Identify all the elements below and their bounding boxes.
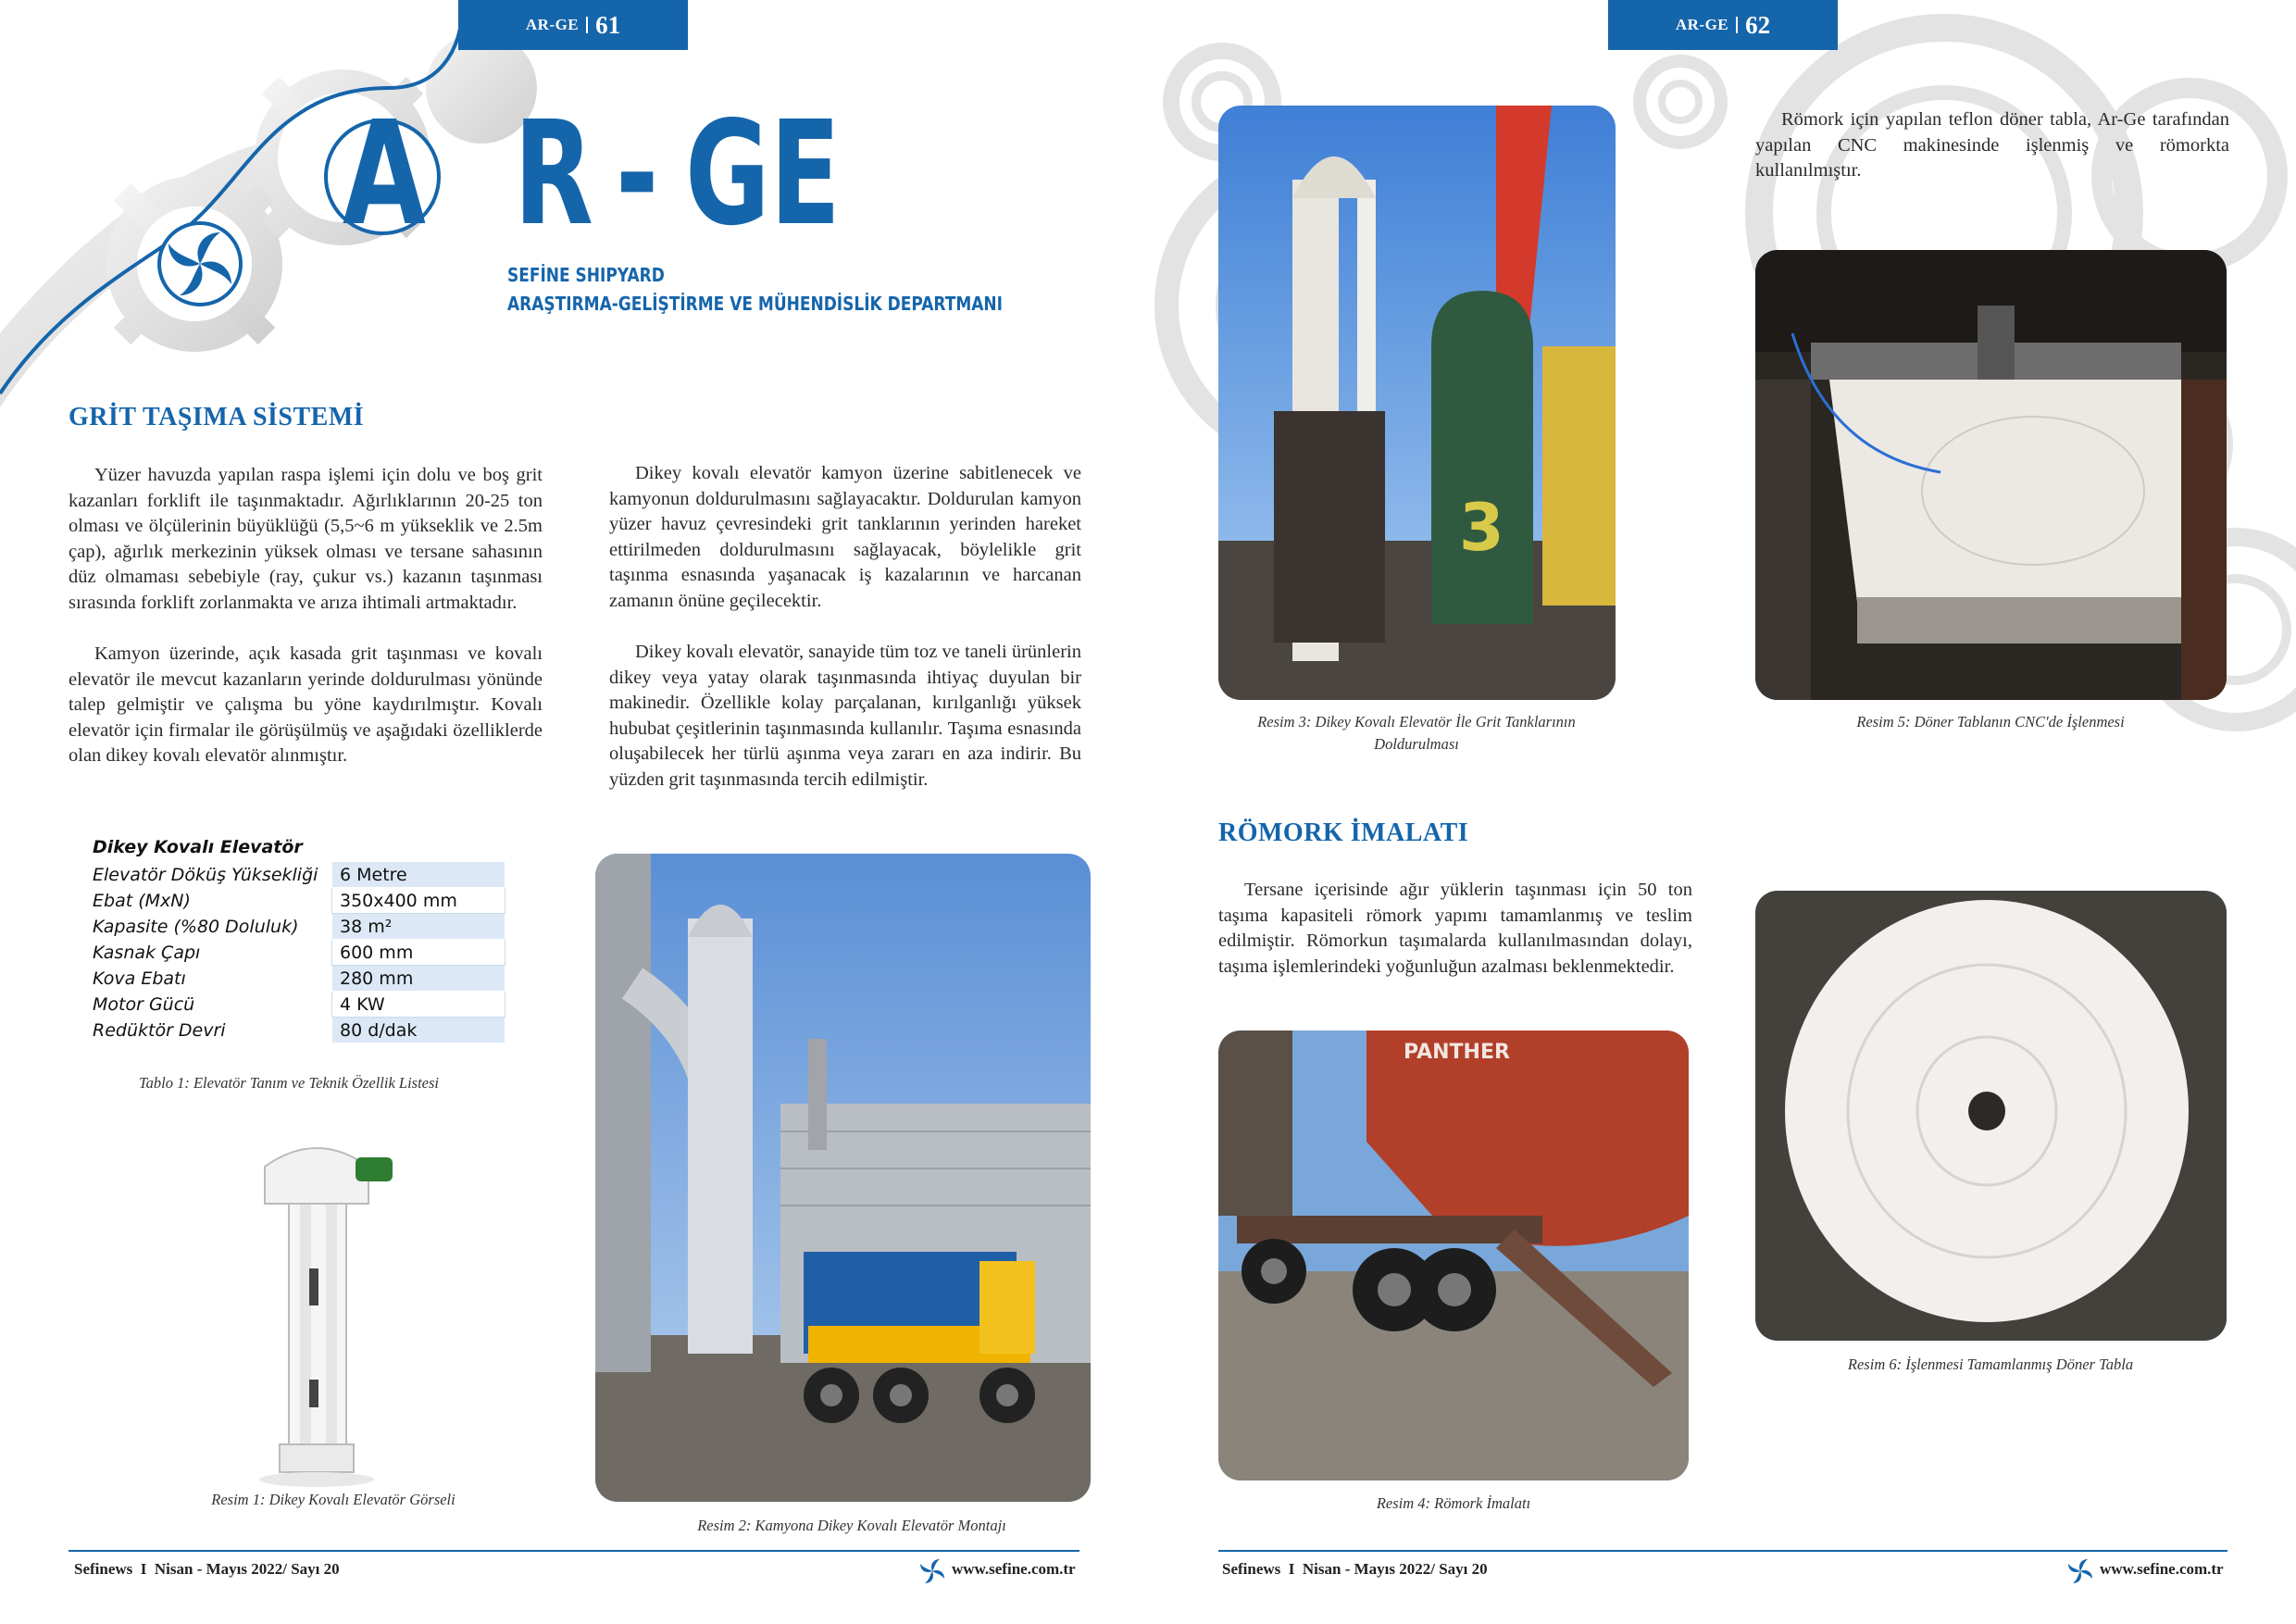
sefine-footer-icon: [2065, 1555, 2096, 1587]
spec-value: 6 Metre: [332, 862, 505, 888]
footer-rule: [69, 1550, 1079, 1552]
footer-issue: Sefinews I Nisan - Mayıs 2022/ Sayı 20: [1222, 1560, 1488, 1578]
masthead-sub2: ARAŞTIRMA-GELİŞTİRME VE MÜHENDİSLİK DEPARTMANI: [507, 293, 1003, 315]
table-row: [85, 1018, 505, 1043]
table-row: [85, 940, 505, 966]
image-caption: Resim 2: Kamyona Dikey Kovalı Elevatör Montajı: [697, 1517, 1006, 1534]
table-row: [85, 992, 505, 1018]
spec-value: 350x400 mm: [332, 888, 505, 914]
page-tab: [458, 0, 688, 50]
masthead-letter-a: A: [343, 90, 423, 257]
table-row: [85, 966, 505, 992]
spec-value: 600 mm: [332, 940, 505, 966]
column-1: [69, 463, 543, 795]
paragraph: Römork için yapılan teflon döner tabla, Ar-Ge tarafından yapılan CNC makinesinde işlenmiş ve römorkta kullanılmıştır.: [1755, 109, 2229, 181]
page-right: [1148, 0, 2296, 1624]
truck-elevator-photo: [595, 854, 1091, 1502]
sefine-footer-icon: [917, 1555, 948, 1587]
masthead-letters-ge: GE: [685, 90, 841, 257]
tab-page-number: 61: [595, 10, 621, 39]
cnc-machine-photo: [1755, 250, 2227, 700]
masthead-sub1: SEFİNE SHIPYARD: [507, 264, 665, 286]
image-caption: Resim 3: Dikey Kovalı Elevatör İle Grit Tanklarının Doldurulması: [1257, 713, 1576, 753]
svg-text:3: 3: [1459, 490, 1504, 566]
paragraph: Yüzer havuzda yapılan raspa işlemi için dolu ve boş grit kazanları forklift ile taşınmaktadır. Ağırlıklarının 20-25 ton olması ve ölçülerinin büyüklüğü (5,5~6 m yükseklik ve 2.5m çap), ağırlık merkezinin yüksek olması ve tersane sahasının düz olmaması sebebiyle (ray, çukur vs.) kazanın taşınması sırasında forklift zorlanmakta ve arıza ihtimali artmaktadır.: [69, 465, 543, 613]
intro-paragraph: [1755, 107, 2229, 210]
spec-key: Redüktör Devri: [93, 1019, 226, 1041]
elevator-tank-photo: [1218, 106, 1616, 700]
spec-key: Elevatör Döküş Yüksekliği: [93, 864, 318, 885]
image-caption: Resim 6: İşlenmesi Tamamlanmış Döner Tabla: [1847, 1355, 2134, 1373]
paragraph: Dikey kovalı elevatör kamyon üzerine sabitlenecek ve kamyonun doldurulmasını sağlayacaktır. Doldurulan kamyon yüzer havuz çevresindeki grit tanklarının yerinden hareket ettirilmeden doldurulmasını sağlayacak, böylelikle grit taşınma esnasında yaşanacak iş kazalarının ve harcanan zamanın önüne geçilecektir.: [609, 463, 1081, 611]
footer-issue: Sefinews I Nisan - Mayıs 2022/ Sayı 20: [74, 1560, 340, 1578]
elevator-render-image: [252, 1130, 409, 1491]
page-tab: [1608, 0, 1838, 50]
spec-key: Ebat (MxN): [93, 890, 191, 911]
spec-table: [85, 861, 505, 1043]
turntable-photo: [1755, 891, 2227, 1341]
paragraph: Dikey kovalı elevatör, sanayide tüm toz ve taneli ürünlerin dikey veya yatay olarak taşınmasında ihtiyaç duyulan bir makinedir. Özellikle kolay parçalanan, kırılganlığı yüksek hububat çeşitlerinin taşınmasında kullanılır. Taşıma esnasında oluşabilecek her türlü aşınma veya zararı en aza indirir. Bu yüzden grit taşınmasında tercih edilmiştir.: [609, 642, 1081, 790]
table-title: Dikey Kovalı Elevatör: [93, 837, 303, 857]
tab-page-number: 62: [1745, 10, 1771, 39]
spec-value: 4 KW: [332, 992, 505, 1018]
footer-rule: [1218, 1550, 2227, 1552]
sefine-logo: [156, 219, 244, 308]
svg-text:PANTHER: PANTHER: [1404, 1041, 1510, 1064]
section-heading: GRİT TAŞIMA SİSTEMİ: [69, 403, 365, 431]
table-row: [85, 914, 505, 940]
section-heading: RÖMORK İMALATI: [1218, 818, 1469, 847]
paragraph: Tersane içerisinde ağır yüklerin taşınması için 50 ton taşıma kapasiteli römork yapımı tamamlanmış ve teslim edilmiştir. Römorkun taşımalarda kullanılmasından dolayı, taşıma işlemlerindeki yoğunluğun azalması beklenmektedir.: [1218, 880, 1692, 977]
spec-value: 38 m²: [332, 914, 505, 940]
tab-section: AR-GE: [525, 16, 580, 33]
masthead-letter-r: R: [514, 90, 593, 257]
masthead-dash: -: [616, 90, 659, 257]
trailer-photo: [1218, 1031, 1689, 1480]
paragraph: Kamyon üzerinde, açık kasada grit taşınması ve kovalı elevatör ile mevcut kazanların yerinde doldurulması yönünde talep gelmiştir ve çalışma bu yöne kaydırılmıştır. Kovalı elevatör için firmalar ile görüşülmüş ve aşağıdaki özelliklerde olan dikey kovalı elevatör alınmıştır.: [69, 643, 543, 766]
image-caption: Resim 5: Döner Tablanın CNC'de İşlenmesi: [1856, 713, 2125, 731]
column-2: [609, 461, 1081, 818]
footer-website-link[interactable]: www.sefine.com.tr: [952, 1560, 1076, 1578]
tab-section: AR-GE: [1675, 16, 1729, 33]
table-row: [85, 862, 505, 888]
spec-key: Kasnak Çapı: [93, 942, 201, 963]
image-caption: Resim 4: Römork İmalatı: [1376, 1494, 1531, 1512]
tab-divider: [586, 17, 588, 33]
spec-key: Motor Gücü: [93, 993, 195, 1015]
table-caption: Tablo 1: Elevatör Tanım ve Teknik Özellik Listesi: [138, 1074, 440, 1092]
tab-divider: [1736, 17, 1738, 33]
spec-value: 80 d/dak: [332, 1018, 505, 1043]
footer-website-link[interactable]: www.sefine.com.tr: [2100, 1560, 2224, 1578]
spec-key: Kova Ebatı: [93, 968, 186, 989]
body-paragraph: [1218, 878, 1692, 1006]
table-row: [85, 888, 505, 914]
spec-key: Kapasite (%80 Doluluk): [93, 916, 299, 937]
image-caption: Resim 1: Dikey Kovalı Elevatör Görseli: [211, 1491, 455, 1508]
spec-value: 280 mm: [332, 966, 505, 992]
